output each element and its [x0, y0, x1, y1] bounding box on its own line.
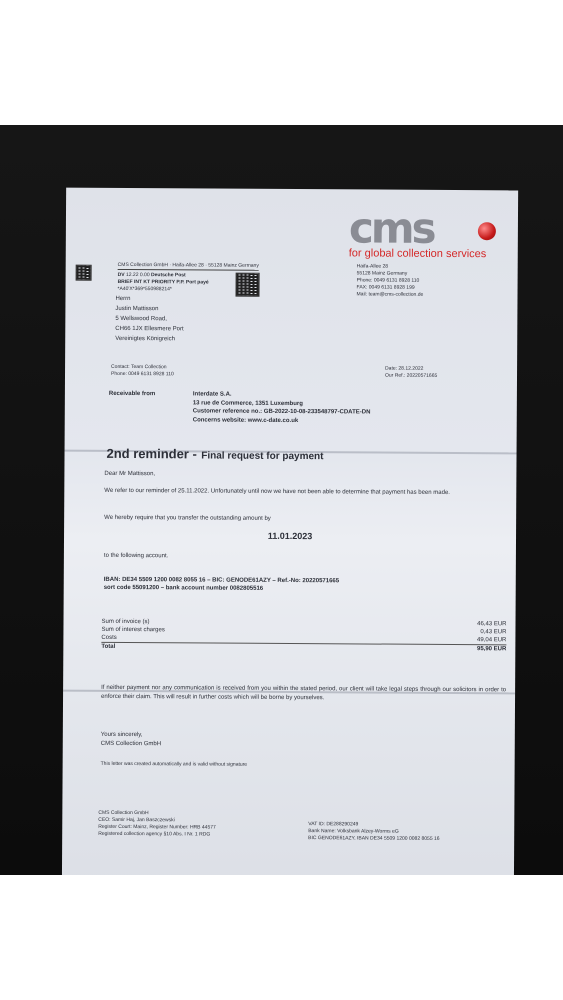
- receivable-details: Interdate S.A. 13 rue de Commerce, 1351 Luxemburg Customer reference no.: GB-2022-10-08-233548797-CDATE-DN Concerns website: www.c-date.co.uk: [192, 391, 371, 424]
- recipient-address: Herrn Justin Mattisson 5 Wellswood Road, CH66 1JX Ellesmere Port Vereinigtes Königreich: [115, 295, 184, 343]
- table-row: Sum of invoice (s) 46,43 EUR: [101, 618, 507, 628]
- cms-logo: cms: [349, 207, 499, 260]
- paragraph-account: to the following account.: [103, 552, 169, 560]
- amounts-table: [101, 618, 506, 653]
- due-date: 11.01.2023: [267, 530, 313, 542]
- contact-info: Contact: Team Collection Phone: 0049 6131 8928 110: [111, 363, 174, 378]
- closing: Yours sincerely, CMS Collection GmbH: [100, 731, 162, 748]
- receivable-label: Receivable from: [108, 390, 156, 398]
- globe-icon: [478, 222, 496, 240]
- qr-code-icon: [76, 265, 92, 281]
- logo-tagline: for global collection services: [348, 247, 487, 261]
- footer-company: CMS Collection GmbH CEO: Samir Haj, Jan Baszczewski Register Court: Mainz, Register Number: HRB 44577 Registered collection agency §10 Abs. I Nr. 1 RDG: [98, 809, 216, 838]
- paragraph-require: We hereby require that you transfer the outstanding amount by: [104, 514, 271, 522]
- paragraph-legal: If neither payment nor any communication is received from you within the stated period, our client will take legal steps through our solicitors in order to enforce their claim. This will result in further costs which will be borne by yourselves.: [101, 684, 507, 702]
- date-reference: Date: 28.12.2022 Our Ref.: 20220571665: [384, 365, 438, 379]
- total-row: Total 95,90 EUR: [101, 643, 507, 653]
- qr-code-icon: [235, 273, 259, 297]
- footer-bank: VAT ID: DE288290249 Bank Name: Volksbank Alzey-Worms eG BIC GENODE61AZY, IBAN DE34 5509 1200 0082 8055 16: [308, 821, 440, 842]
- sender-return-line: CMS Collection GmbH · Haifa-Allee 28 · 55128 Mainz Germany: [117, 261, 259, 269]
- company-address: Haifa-Allee 28 55128 Mainz Germany Phone: 0049 6131 8928 110 FAX: 0049 6131 8928 199 Mail: team@cms-collection.de: [356, 263, 424, 298]
- postage-block: DV 12.22 0.00 Deutsche Post BRIEF INT KT PRIORITY P.P. Port payé *A40'X*369*550988214*: [117, 271, 209, 293]
- bank-details: IBAN: DE34 5509 1200 0082 8055 16 – BIC: GENODE61AZY – Ref.-No: 20220571665 sort code 55091200 – bank account number 0082805516: [103, 576, 340, 592]
- table-row: Sum of interest charges 0,43 EUR: [101, 626, 507, 636]
- letter-paper: [62, 188, 518, 875]
- document-photo: [0, 125, 563, 875]
- letter-heading: 2nd reminder - Final request for payment: [106, 445, 324, 463]
- table-row: Costs 49,04 EUR: [101, 634, 507, 644]
- auto-generated-note: This letter was created automatically and is valid without signature: [100, 760, 248, 768]
- salutation: Dear Mr Mattisson,: [104, 470, 156, 478]
- paragraph-reminder: We refer to our reminder of 25.11.2022. Unfortunately until now we have not been able to determine that payment has been made.: [104, 487, 450, 496]
